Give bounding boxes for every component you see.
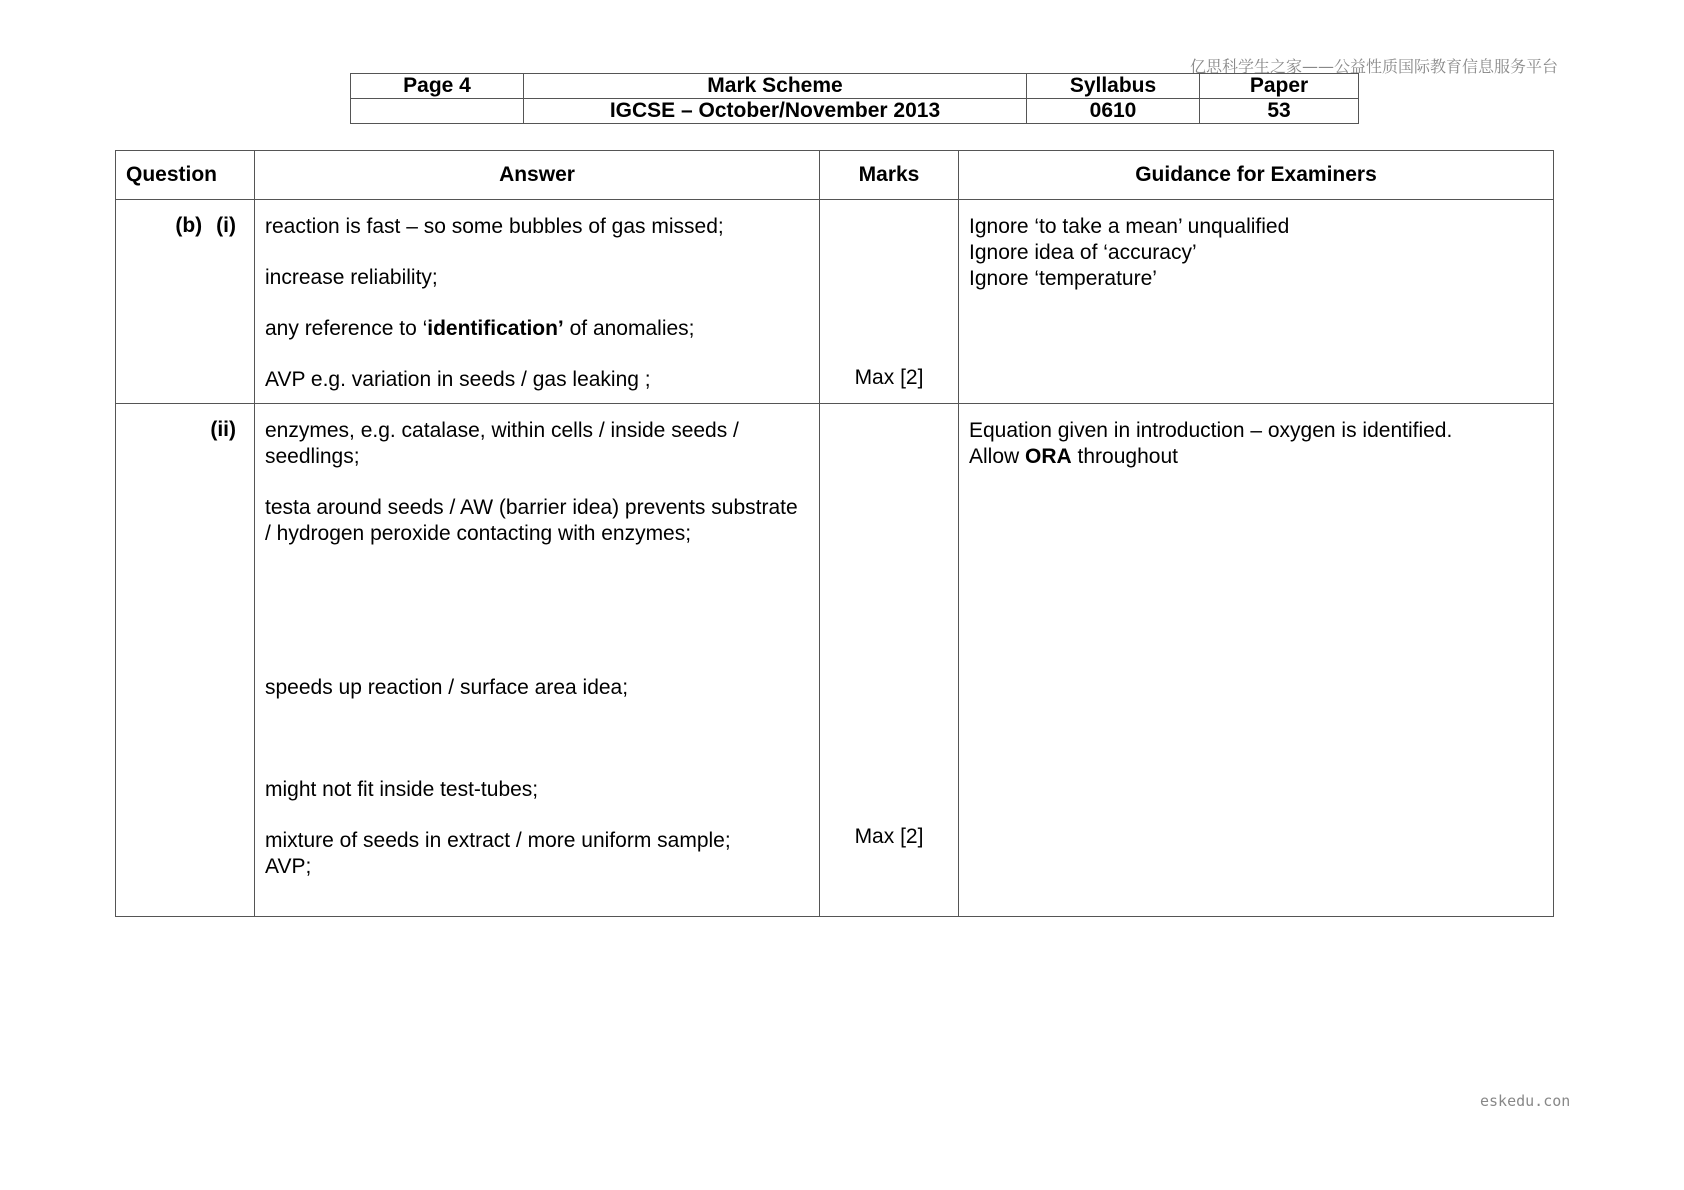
empty-cell bbox=[351, 99, 524, 124]
guidance-cell bbox=[959, 200, 1554, 404]
answer-point: increase reliability; bbox=[265, 266, 438, 289]
answer-point: AVP e.g. variation in seeds / gas leaking ; bbox=[265, 368, 651, 391]
question-part: (b) bbox=[175, 214, 203, 237]
marks-cell bbox=[820, 200, 959, 404]
answer-point: testa around seeds / AW (barrier idea) prevents substrate / hydrogen peroxide contacting with enzymes; bbox=[265, 496, 798, 545]
marks-cell bbox=[820, 404, 959, 917]
column-header-answer: Answer bbox=[255, 151, 820, 200]
guidance-line: Ignore ‘to take a mean’ unqualified bbox=[969, 215, 1290, 238]
column-header-question: Question bbox=[116, 151, 255, 200]
question-subpart: (i) bbox=[216, 214, 236, 237]
answer-point: reaction is fast – so some bubbles of gas missed; bbox=[265, 215, 724, 238]
guidance-line: Ignore ‘temperature’ bbox=[969, 267, 1157, 290]
watermark-top: 亿思科学生之家——公益性质国际教育信息服务平台 bbox=[1190, 57, 1559, 76]
answer-cell bbox=[255, 404, 820, 917]
mark-scheme-table bbox=[115, 150, 1554, 917]
answer-point: enzymes, e.g. catalase, within cells / inside seeds / seedlings; bbox=[265, 419, 739, 468]
answer-point: speeds up reaction / surface area idea; bbox=[265, 676, 629, 699]
syllabus-label: Syllabus bbox=[1027, 74, 1200, 99]
question-subpart: (ii) bbox=[210, 418, 236, 441]
answer-cell bbox=[255, 200, 820, 404]
guidance-line: Equation given in introduction – oxygen is identified. bbox=[969, 419, 1453, 442]
guidance-cell bbox=[959, 404, 1554, 917]
guidance-line: Ignore idea of ‘accuracy’ bbox=[969, 241, 1197, 264]
mark-scheme-title: Mark Scheme bbox=[524, 74, 1027, 99]
question-number bbox=[116, 404, 255, 917]
syllabus-code: 0610 bbox=[1027, 99, 1200, 124]
watermark-bottom: eskedu.con bbox=[1480, 1092, 1571, 1110]
column-header-guidance: Guidance for Examiners bbox=[959, 151, 1554, 200]
answer-point: AVP; bbox=[265, 855, 312, 878]
question-number bbox=[116, 200, 255, 404]
exam-session: IGCSE – October/November 2013 bbox=[524, 99, 1027, 124]
page-number: Page 4 bbox=[351, 74, 524, 99]
marks-value: Max [2] bbox=[854, 366, 924, 389]
answer-point: might not fit inside test-tubes; bbox=[265, 778, 539, 801]
column-header-marks: Marks bbox=[820, 151, 959, 200]
paper-label: Paper bbox=[1200, 74, 1359, 99]
answer-point: any reference to ‘identification’ of anomalies; bbox=[265, 317, 695, 340]
table-row bbox=[116, 404, 1554, 917]
table-row bbox=[116, 200, 1554, 404]
marks-value: Max [2] bbox=[854, 825, 924, 848]
paper-number: 53 bbox=[1200, 99, 1359, 124]
answer-point: mixture of seeds in extract / more uniform sample; bbox=[265, 829, 731, 852]
guidance-line: Allow ORA throughout bbox=[969, 445, 1178, 468]
page-header-table bbox=[350, 73, 1359, 124]
